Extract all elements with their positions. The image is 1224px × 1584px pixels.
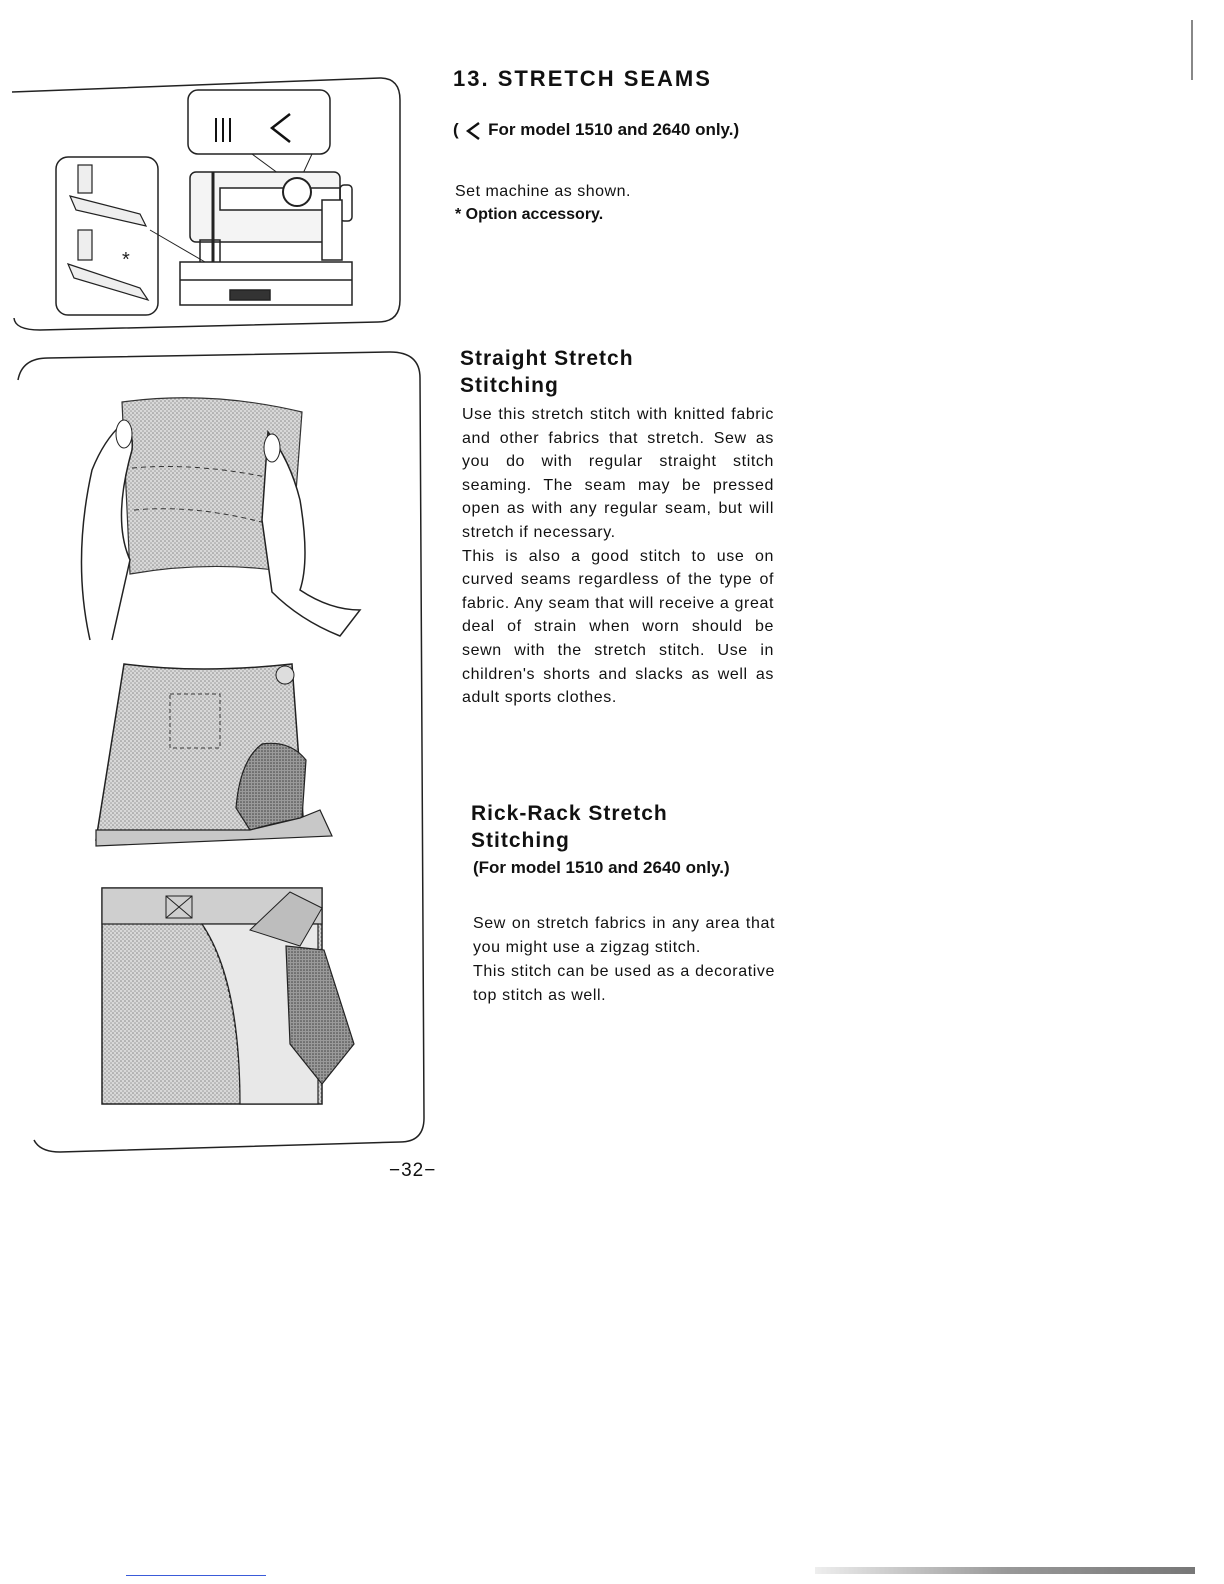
scan-edge-bar: [815, 1567, 1195, 1574]
model-note: [453, 118, 773, 142]
straight-stretch-heading: Straight Stretch Stitching: [460, 347, 634, 397]
rickrack-heading: Rick-Rack Stretch Stitching: [471, 802, 668, 852]
hands-stretching-fabric: [81, 398, 360, 640]
rickrack-para-2: This stitch can be used as a decorative top stitch as well.: [473, 963, 775, 1004]
rickrack-stitch-symbol-icon: [465, 120, 481, 142]
note-text: For model 1510 and 2640 only.): [488, 120, 740, 139]
shorts-illustration: [96, 664, 332, 846]
accessory-note: * Option accessory.: [455, 206, 604, 223]
rickrack-body: [473, 912, 775, 1008]
page-number: −32−: [389, 1160, 437, 1181]
machine-panel: [12, 78, 400, 330]
rickrack-section: [471, 800, 731, 854]
straight-stretch-para-2: This is also a good stitch to use on curved seams regardless of the type of fabric. Any seam that will receive a great deal of strain when worn should be sewn with the stretch stitch. Use in children's shorts and slacks as well as adult sports clothes.: [462, 547, 774, 707]
intro-line: Set machine as shown.: [455, 183, 631, 200]
section-title: 13. STRETCH SEAMS: [453, 66, 712, 91]
option-asterisk: *: [122, 249, 130, 271]
rickrack-para-1: Sew on stretch fabrics in any area that you might use a zigzag stitch.: [473, 915, 775, 956]
straight-stretch-body: [462, 403, 774, 710]
bottom-link-line: [126, 1575, 266, 1576]
rickrack-model-note: (For model 1510 and 2640 only.): [473, 858, 730, 877]
rickrack-garment-illustration: [102, 888, 354, 1104]
note-open-paren: (: [453, 120, 459, 139]
sewing-machine-icon: [180, 172, 352, 305]
straight-stretch-para-1: Use this stretch stitch with knitted fabric and other fabrics that stretch. Sew as you do with regular straight stitch seaming. The seam may be pressed open as with any regular seam, but will stretch if necessary.: [462, 406, 774, 541]
edge-rule: [1191, 20, 1193, 80]
intro-block: [455, 180, 785, 226]
straight-stretch-section: [460, 345, 720, 399]
stitch-selector-callout: [188, 90, 330, 154]
